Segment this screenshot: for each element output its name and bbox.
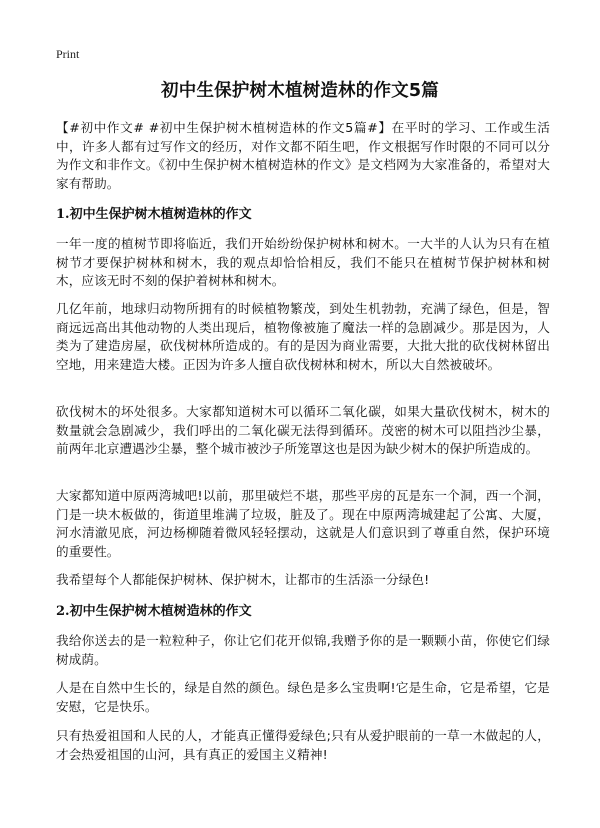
paragraph: 只有热爱祖国和人民的人，才能真正懂得爱绿色;只有从爱护眼前的一草一木做起的人，才会热爱祖国的山河，具有真正的爱国主义精神! [56,728,550,762]
section-1-paragraph-3 [56,403,550,459]
paragraph: 一年一度的植树节即将临近，我们开始纷纷保护树林和树木。一大半的人认为只有在植树节才要保护树林和树木，我的观点却恰恰相反，我们不能只在植树节保护树林和树木，应该无时不刻的保护着树林和树木。 [56,236,550,288]
section-2-paragraph-2 [56,679,550,716]
print-label[interactable]: Print [56,47,80,61]
paragraph: 几亿年前，地球归动物所拥有的时候植物繁茂，到处生机勃勃，充满了绿色，但是，智商远远高出其他动物的人类出现后，植物像被施了魔法一样的急剧减少。那是因为，人类为了建造房屋，砍伐树林所造成的。有的是因为商业需要，大批大批的砍伐树林留出空地，用来建造大楼。正因为许多人擅自砍伐树林和树木，所以大自然被破坏。 [56,301,550,372]
section-2-paragraph-3 [56,727,550,764]
section-2 [56,603,550,621]
paragraph: 我希望每个人都能保护树林、保护树木，让都市的生活添一分绿色! [56,572,430,587]
paragraph: 我给你送去的是一粒粒种子，你让它们花开似锦,我赠予你的是一颗颗小苗，你使它们绿树成荫。 [56,633,550,667]
intro-paragraph: 【#初中作文# #初中生保护树木植树造林的作文5篇#】在平时的学习、工作或生活中，许多人都有过写作文的经历，对作文都不陌生吧，作文根据写作时限的不同可以分为作文和非作文。《初中生保护树木植树造林的作文》是文档网为大家准备的，希望对大家有帮助。 [56,120,550,191]
section-1-paragraph-2 [56,300,550,374]
section-1-paragraph-1 [56,235,550,291]
section-1 [56,206,550,224]
section-heading: 1.初中生保护树木植树造林的作文 [56,207,252,222]
paragraph: 人是在自然中生长的，绿是自然的颜色。绿色是多么宝贵啊!它是生命，它是希望，它是安慰，它是快乐。 [56,680,550,714]
intro-block [56,119,550,193]
paragraph: 砍伐树木的坏处很多。大家都知道树木可以循环二氧化碳，如果大量砍伐树木，树木的数量就会急剧减少，我们呼出的二氧化碳无法得到循环。茂密的树木可以阻挡沙尘暴，前两年北京遭遇沙尘暴，整个城市被沙子所笼罩这也是因为缺少树木的保护所造成的。 [56,404,550,456]
section-heading: 2.初中生保护树木植树造林的作文 [56,604,252,619]
paragraph: 大家都知道中原两湾城吧!以前，那里破烂不堪，那些平房的瓦是东一个洞，西一个洞，门是一块木板做的，街道里堆满了垃圾，脏及了。现在中原两湾城建起了公寓、大厦，河水清澈见底，河边杨柳随着微风轻轻摆动，这就是人们意识到了尊重自然，保护环境的重要性。 [56,488,550,559]
section-2-paragraph-1 [56,632,550,669]
document-title: 初中生保护树木植树造林的作文5篇 [161,81,439,101]
section-1-paragraph-5 [56,571,550,590]
section-1-paragraph-4 [56,487,550,561]
